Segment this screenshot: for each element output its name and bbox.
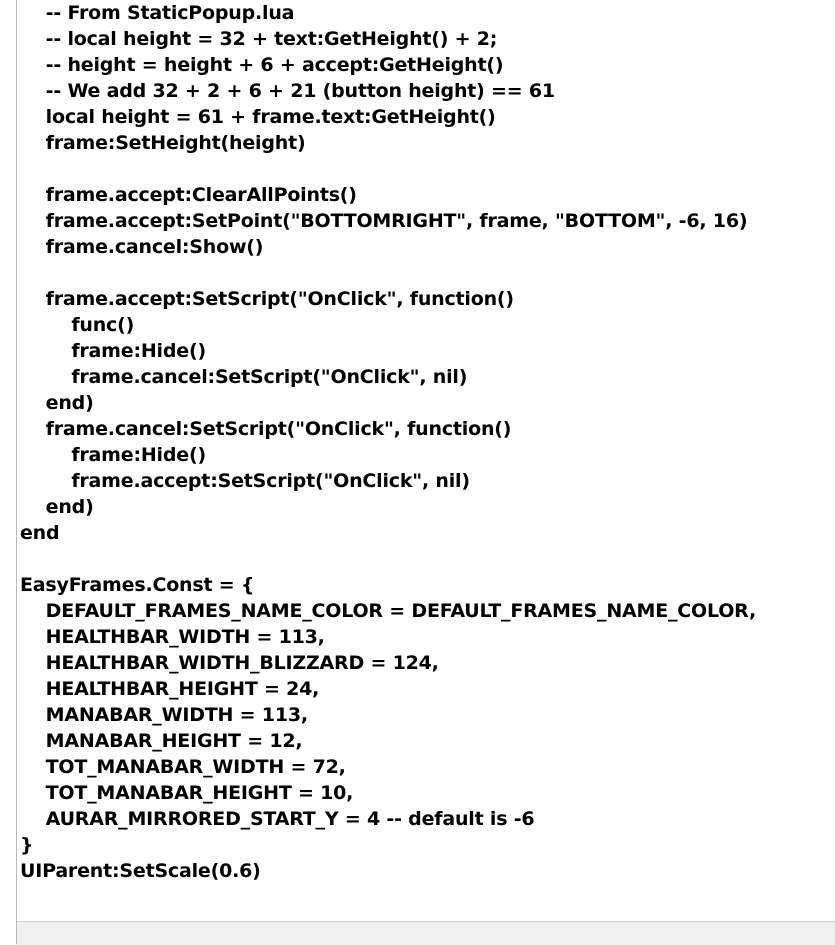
code-line: end bbox=[20, 522, 60, 544]
code-line: TOT_MANABAR_HEIGHT = 10, bbox=[20, 782, 354, 804]
code-line: UIParent:SetScale(0.6) bbox=[20, 860, 261, 882]
code-line: -- height = height + 6 + accept:GetHeight() bbox=[20, 54, 504, 76]
code-line: MANABAR_WIDTH = 113, bbox=[20, 704, 308, 726]
code-line: frame:Hide() bbox=[20, 444, 206, 466]
code-line: -- We add 32 + 2 + 6 + 21 (button height) == 61 bbox=[20, 80, 555, 102]
editor-left-border bbox=[16, 0, 17, 944]
code-line: frame:Hide() bbox=[20, 340, 206, 362]
code-line: HEALTHBAR_WIDTH = 113, bbox=[20, 626, 325, 648]
horizontal-scrollbar[interactable] bbox=[17, 921, 835, 945]
code-line: DEFAULT_FRAMES_NAME_COLOR = DEFAULT_FRAMES_NAME_COLOR, bbox=[20, 600, 756, 622]
code-line: frame:SetHeight(height) bbox=[20, 132, 306, 154]
code-line: frame.cancel:SetScript("OnClick", function() bbox=[20, 418, 512, 440]
code-line: } bbox=[20, 834, 34, 856]
code-line: end) bbox=[20, 392, 94, 414]
code-line bbox=[20, 546, 832, 572]
code-line: frame.cancel:Show() bbox=[20, 236, 264, 258]
code-line bbox=[20, 260, 832, 286]
code-line: frame.accept:SetScript("OnClick", nil) bbox=[20, 470, 470, 492]
code-line: HEALTHBAR_HEIGHT = 24, bbox=[20, 678, 320, 700]
code-line: local height = 61 + frame.text:GetHeight() bbox=[20, 106, 496, 128]
code-line: end) bbox=[20, 496, 94, 518]
code-line: EasyFrames.Const = { bbox=[20, 574, 255, 596]
code-line: func() bbox=[20, 314, 135, 336]
code-line: HEALTHBAR_WIDTH_BLIZZARD = 124, bbox=[20, 652, 439, 674]
code-line: frame.cancel:SetScript("OnClick", nil) bbox=[20, 366, 468, 388]
code-line: frame.accept:ClearAllPoints() bbox=[20, 184, 357, 206]
code-text-area[interactable] bbox=[20, 0, 832, 905]
code-line: -- local height = 32 + text:GetHeight() + 2; bbox=[20, 28, 498, 50]
code-line: -- From StaticPopup.lua bbox=[20, 2, 295, 24]
code-line: AURAR_MIRRORED_START_Y = 4 -- default is -6 bbox=[20, 808, 535, 830]
code-line: frame.accept:SetPoint("BOTTOMRIGHT", frame, "BOTTOM", -6, 16) bbox=[20, 210, 748, 232]
code-line: frame.accept:SetScript("OnClick", function() bbox=[20, 288, 514, 310]
code-line: TOT_MANABAR_WIDTH = 72, bbox=[20, 756, 346, 778]
code-line bbox=[20, 156, 832, 182]
code-line: MANABAR_HEIGHT = 12, bbox=[20, 730, 303, 752]
